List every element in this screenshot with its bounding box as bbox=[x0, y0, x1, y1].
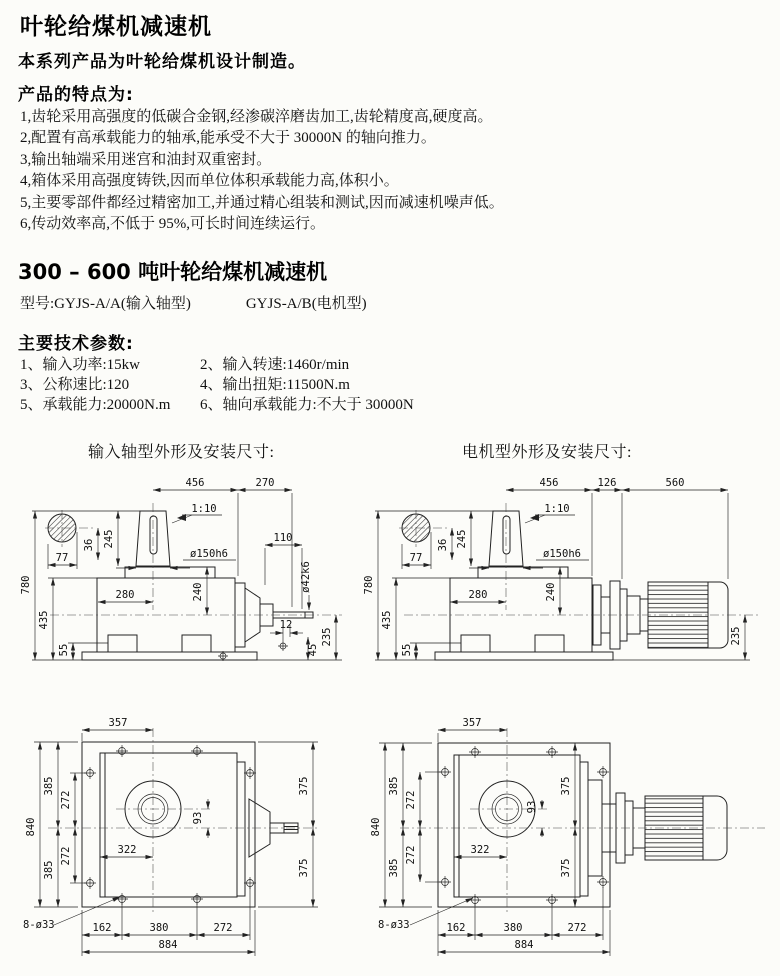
dim-560: 560 bbox=[665, 477, 685, 489]
dim-93: 93 bbox=[526, 800, 538, 814]
feature-item: 2,配置有高承载能力的轴承,能承受不大于 30000N 的轴向推力。 bbox=[20, 130, 436, 147]
dim-12: 12 bbox=[279, 619, 293, 631]
taper-label: 1:10 bbox=[191, 503, 217, 515]
drawing-top-view-input-shaft-type bbox=[20, 700, 380, 975]
centerlines bbox=[400, 728, 765, 914]
dim-322: 322 bbox=[470, 844, 490, 856]
drawing-side-view-input-shaft-type bbox=[20, 465, 380, 705]
dim-55: 55 bbox=[58, 643, 70, 657]
dim-77: 77 bbox=[409, 552, 423, 564]
page-title: 叶轮给煤机减速机 bbox=[20, 14, 212, 40]
feature-item: 1,齿轮采用高强度的低碳合金钢,经渗碳淬磨齿加工,齿轮精度高,硬度高。 bbox=[20, 109, 493, 125]
dim-162: 162 bbox=[446, 922, 466, 934]
dim-110: 110 bbox=[273, 532, 293, 544]
caption-input-shaft-type: 输入轴型外形及安装尺寸: bbox=[88, 444, 275, 461]
dim-162: 162 bbox=[92, 922, 112, 934]
dim-280: 280 bbox=[468, 589, 488, 601]
dim-780: 780 bbox=[363, 575, 375, 595]
dim-126: 126 bbox=[597, 477, 617, 489]
dim-272-top: 272 bbox=[405, 790, 417, 810]
params-column-left bbox=[20, 355, 170, 415]
dim-235: 235 bbox=[730, 626, 742, 646]
model-motor-type: GYJS-A/B(电机型) bbox=[245, 296, 367, 312]
feature-item: 5,主要零部件都经过精密加工,并通过精心组装和测试,因而减速机噪声低。 bbox=[20, 194, 504, 211]
dim-272-right: 272 bbox=[213, 922, 233, 934]
dim-357: 357 bbox=[108, 717, 128, 729]
model-line bbox=[20, 292, 367, 313]
dim-357: 357 bbox=[462, 717, 482, 729]
drawing-side-view-motor-type bbox=[360, 465, 780, 705]
dim-55: 55 bbox=[401, 643, 413, 657]
dim-240: 240 bbox=[545, 582, 557, 602]
extension-lines bbox=[34, 733, 318, 956]
dim-375-top: 375 bbox=[298, 776, 310, 796]
taper-symbol bbox=[530, 514, 539, 521]
param-item: 5、承载能力:20000N.m bbox=[20, 397, 171, 413]
dim-dia150: ø150h6 bbox=[543, 548, 581, 560]
dim-385-top: 385 bbox=[43, 776, 55, 796]
feature-item: 3,输出轴端采用迷宫和油封双重密封。 bbox=[20, 151, 272, 168]
dim-235: 235 bbox=[321, 627, 333, 647]
dim-375-bottom: 375 bbox=[298, 858, 310, 878]
dim-245: 245 bbox=[103, 529, 115, 549]
dim-270: 270 bbox=[255, 477, 275, 489]
drawing-top-view-motor-type bbox=[370, 700, 780, 975]
dim-385-bottom: 385 bbox=[43, 860, 55, 880]
dim-36: 36 bbox=[437, 538, 449, 552]
dim-36: 36 bbox=[83, 538, 95, 552]
dim-435: 435 bbox=[381, 610, 393, 630]
dim-780: 780 bbox=[20, 575, 32, 595]
dim-884: 884 bbox=[514, 939, 534, 951]
dim-375-top: 375 bbox=[560, 776, 572, 796]
dim-456: 456 bbox=[539, 477, 559, 489]
series-heading: 300 – 600 吨叶轮给煤机减速机 bbox=[18, 260, 328, 284]
bolt-holes-label: 8-ø33 bbox=[378, 919, 410, 931]
dim-272-bottom: 272 bbox=[405, 845, 417, 865]
dim-380: 380 bbox=[503, 922, 523, 934]
bolt-holes bbox=[84, 745, 256, 905]
dim-884: 884 bbox=[158, 939, 178, 951]
param-item: 4、输出扭矩:11500N.m bbox=[200, 377, 350, 393]
dim-272-top: 272 bbox=[60, 790, 72, 810]
dim-380: 380 bbox=[149, 922, 169, 934]
intro-line: 本系列产品为叶轮给煤机设计制造。 bbox=[18, 52, 306, 72]
hole-center-marks bbox=[218, 641, 288, 661]
dim-240: 240 bbox=[192, 582, 204, 602]
dim-dia42: ø42k6 bbox=[300, 561, 312, 593]
params-column-right bbox=[200, 355, 414, 415]
param-item: 2、输入转速:1460r/min bbox=[200, 357, 350, 373]
param-item: 6、轴向承载能力:不大于 30000N bbox=[200, 397, 414, 413]
dim-375-bottom: 375 bbox=[560, 858, 572, 878]
caption-motor-type: 电机型外形及安装尺寸: bbox=[462, 444, 632, 461]
dim-272-bottom: 272 bbox=[60, 846, 72, 866]
model-input-shaft-type: 型号:GYJS-A/A(输入轴型) bbox=[20, 296, 191, 312]
feature-item: 4,箱体采用高强度铸铁,因而单位体积承载能力高,体积小。 bbox=[20, 173, 399, 190]
dim-77: 77 bbox=[55, 552, 69, 564]
bolt-holes bbox=[439, 746, 609, 906]
dimension-lines bbox=[385, 730, 610, 952]
dim-dia150: ø150h6 bbox=[190, 548, 228, 560]
dim-45: 45 bbox=[307, 643, 319, 657]
baseplate-and-body-outline bbox=[82, 742, 298, 907]
param-item: 1、输入功率:15kw bbox=[20, 357, 141, 373]
features-list bbox=[20, 107, 504, 235]
params-heading: 主要技术参数: bbox=[18, 334, 134, 354]
dimension-lines bbox=[40, 730, 313, 952]
dim-840: 840 bbox=[370, 817, 382, 837]
taper-label: 1:10 bbox=[544, 503, 570, 515]
feature-item: 6,传动效率高,不低于 95%,可长时间连续运行。 bbox=[20, 216, 325, 233]
dim-280: 280 bbox=[115, 589, 135, 601]
dim-93: 93 bbox=[192, 811, 204, 825]
dim-840: 840 bbox=[25, 817, 37, 837]
dim-456: 456 bbox=[185, 477, 205, 489]
dim-272-right: 272 bbox=[567, 922, 587, 934]
param-item: 3、公称速比:120 bbox=[20, 377, 130, 393]
dim-322: 322 bbox=[117, 844, 137, 856]
bolt-holes-label: 8-ø33 bbox=[23, 919, 55, 931]
dim-245: 245 bbox=[456, 529, 468, 549]
dim-385-top: 385 bbox=[388, 776, 400, 796]
dim-385-bottom: 385 bbox=[388, 858, 400, 878]
taper-symbol bbox=[177, 514, 186, 521]
features-heading: 产品的特点为: bbox=[18, 85, 134, 105]
dim-435: 435 bbox=[38, 610, 50, 630]
